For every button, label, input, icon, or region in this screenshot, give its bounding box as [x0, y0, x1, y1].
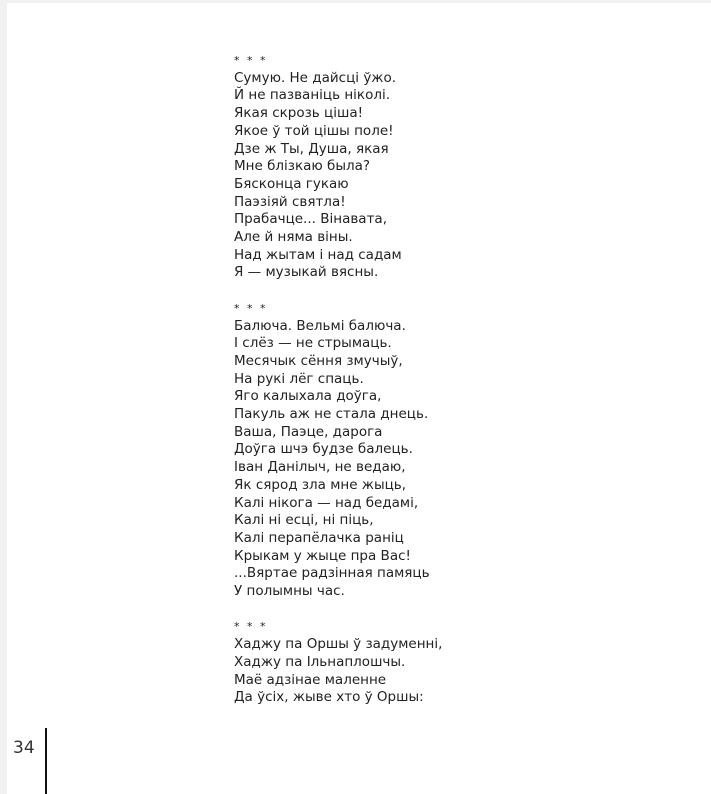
poem-line: У полымны час.: [234, 583, 345, 600]
poem-line: Ваша, Паэце, дарога: [234, 423, 383, 440]
poem-line: Я — музыкай вясны.: [234, 264, 379, 281]
poem-line: Але й няма віны.: [234, 229, 353, 246]
poem-line: Хаджу па Оршы ў задуменні,: [234, 636, 443, 653]
poem-line: Іван Данілыч, не ведаю,: [234, 459, 406, 476]
poem-line: Мне блізкаю была?: [234, 158, 371, 175]
poem-line: Калі перапёлачка раніц: [234, 529, 404, 546]
page-number-rule: [45, 728, 47, 794]
poem-line: Й не пазваніць ніколі.: [234, 87, 390, 104]
poem-2: [234, 300, 442, 601]
poem-line: Маё адзінае маленне: [234, 671, 387, 688]
poem-divider: * * *: [234, 54, 268, 67]
poem-line: Сумую. Не дайсці ўжо.: [234, 69, 397, 86]
poem-line: Над жытам і над садам: [234, 246, 402, 263]
poem-divider: * * *: [234, 301, 268, 315]
poem-line: Яго калыхала доўга,: [234, 388, 382, 405]
poem-line: Калі ні есці, ні піць,: [234, 512, 374, 529]
poem-line: Якая скрозь ціша!: [234, 105, 364, 122]
page-footer: [13, 728, 73, 794]
poem-line: На рукі лёг спаць.: [234, 370, 364, 387]
poem-line: І слёз — не стрымаць.: [234, 335, 392, 352]
poem-line: Як сярод зла мне жыць,: [234, 476, 407, 493]
poem-line: ...Вяртае радзінная памяць: [234, 565, 430, 582]
poem-line: Паэзіяй святла!: [234, 193, 346, 210]
poem-line: Калі нікога — над бедамі,: [234, 494, 419, 511]
poem-line: Да ўсіх, жыве хто ў Оршы:: [234, 689, 424, 706]
poem-column: [234, 52, 442, 707]
poem-line: Хаджу па Ільнаплошчы.: [234, 653, 406, 670]
poem-line: Пакуль аж не стала днець.: [234, 406, 429, 423]
poem-line: Прабачце... Вінавата,: [234, 211, 387, 228]
poem-1: [234, 52, 442, 282]
poem-line: Балюча. Вельмі балюча.: [234, 317, 406, 334]
page-number: 34: [13, 738, 35, 758]
poem-3: [234, 618, 442, 707]
poem-line: Бясконца гукаю: [234, 175, 349, 192]
poem-line: Дзе ж Ты, Душа, якая: [234, 140, 389, 157]
poem-line: Крыкам у жыце пра Вас!: [234, 547, 411, 564]
poem-divider: * * *: [234, 620, 268, 634]
poem-line: Месячык сёння змучыў,: [234, 352, 403, 369]
poem-line: Доўга шчэ будзе балець.: [234, 441, 413, 458]
poem-line: Якое ў той цішы поле!: [234, 122, 394, 139]
